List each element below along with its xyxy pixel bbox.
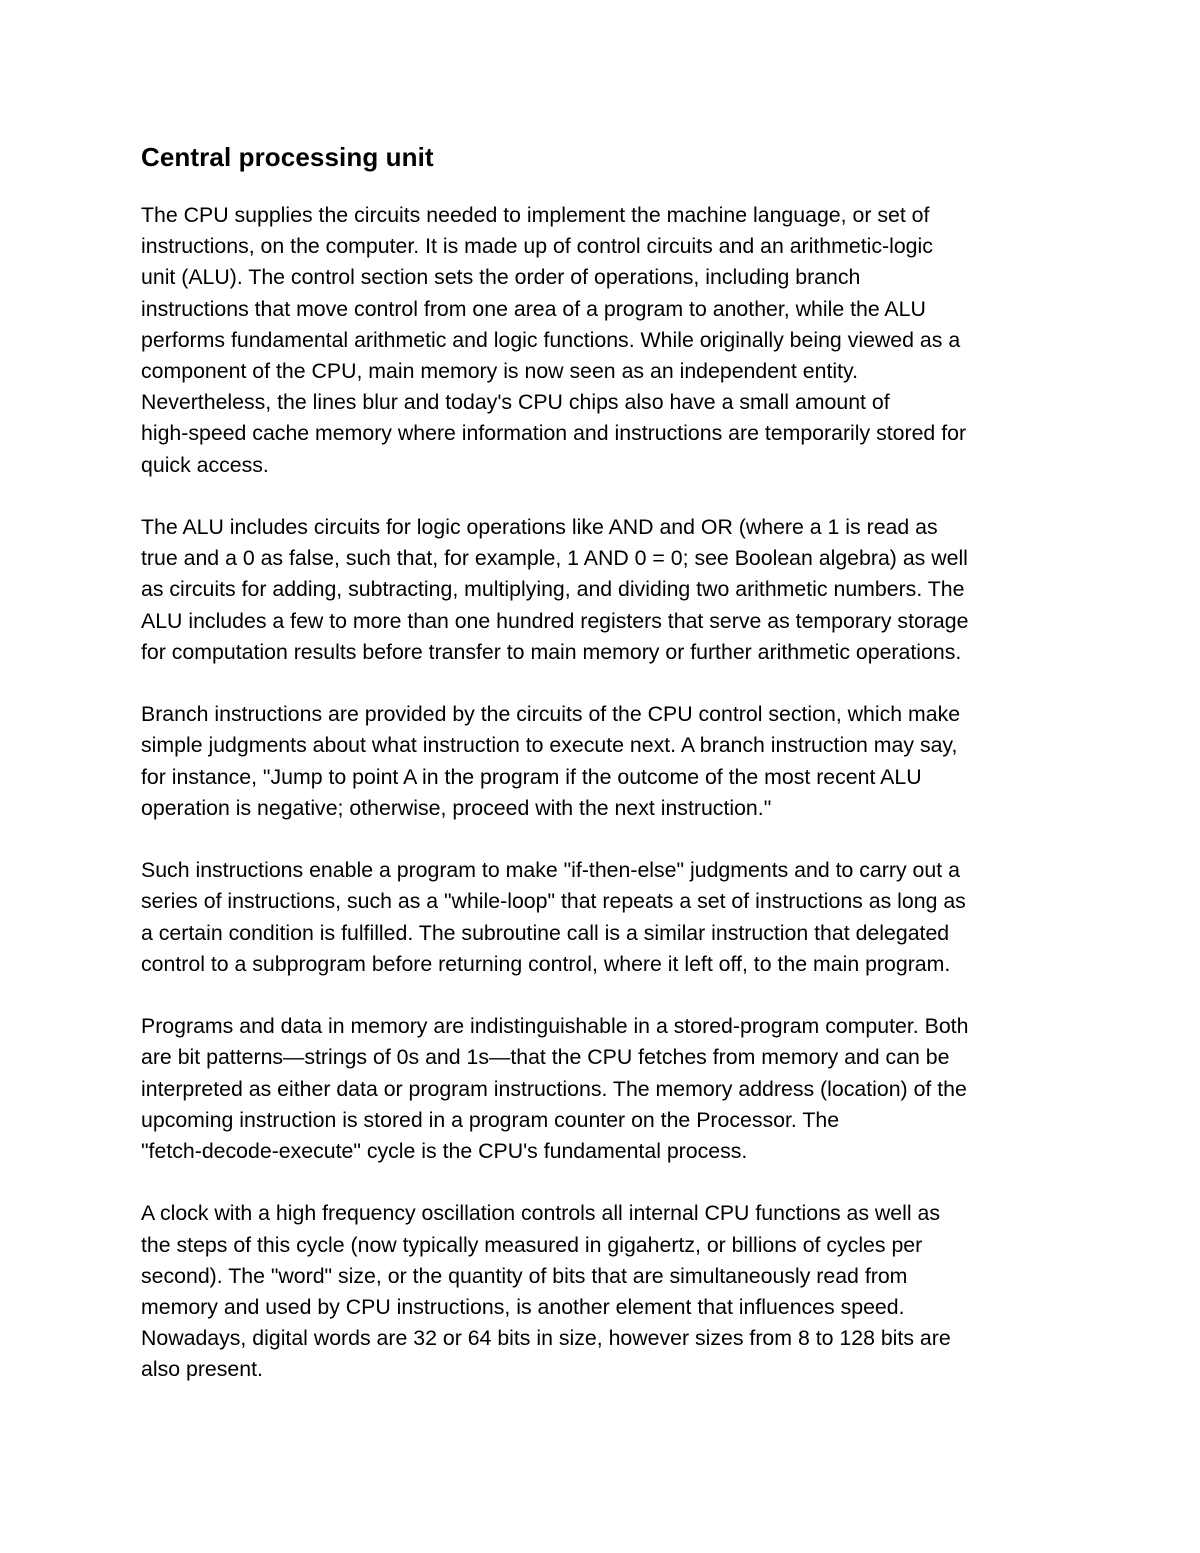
paragraph-line: ALU includes a few to more than one hundred registers that serve as temporary storage xyxy=(141,608,969,633)
paragraph xyxy=(141,855,1066,980)
paragraph-line: upcoming instruction is stored in a program counter on the Processor. The xyxy=(141,1107,840,1132)
document-body xyxy=(141,138,1066,1417)
paragraph-line: are bit patterns—strings of 0s and 1s—that the CPU fetches from memory and can be xyxy=(141,1045,950,1070)
paragraph-line: memory and used by CPU instructions, is another element that influences speed. xyxy=(141,1295,905,1320)
paragraph-line: Nevertheless, the lines blur and today's CPU chips also have a small amount of xyxy=(141,390,890,415)
paragraph-list xyxy=(141,200,1066,1386)
paragraph-line: a certain condition is fulfilled. The subroutine call is a similar instruction that delegated xyxy=(141,920,950,945)
paragraph-line: instructions that move control from one area of a program to another, while the ALU xyxy=(141,296,926,321)
paragraph-line: Programs and data in memory are indistinguishable in a stored-program computer. Both xyxy=(141,1014,969,1039)
document-title: Central processing unit xyxy=(141,142,434,172)
paragraph xyxy=(141,512,1066,668)
paragraph-line: true and a 0 as false, such that, for example, 1 AND 0 = 0; see Boolean algebra) as well xyxy=(141,546,968,571)
paragraph xyxy=(141,1198,1066,1385)
paragraph-line: second). The "word" size, or the quantity of bits that are simultaneously read from xyxy=(141,1263,908,1288)
paragraph xyxy=(141,699,1066,824)
paragraph-line: high-speed cache memory where information and instructions are temporarily stored for xyxy=(141,421,967,446)
paragraph-line: performs fundamental arithmetic and logic functions. While originally being viewed as a xyxy=(141,327,961,352)
paragraph-line: the steps of this cycle (now typically measured in gigahertz, or billions of cycles per xyxy=(141,1232,923,1257)
paragraph-line: operation is negative; otherwise, proceed with the next instruction." xyxy=(141,795,772,820)
paragraph-line: for computation results before transfer to main memory or further arithmetic operations. xyxy=(141,639,962,664)
paragraph-line: also present. xyxy=(141,1357,263,1382)
paragraph-line: A clock with a high frequency oscillation controls all internal CPU functions as well as xyxy=(141,1201,941,1226)
paragraph-line: quick access. xyxy=(141,452,269,477)
paragraph-line: simple judgments about what instruction to execute next. A branch instruction may say, xyxy=(141,733,958,758)
paragraph xyxy=(141,1011,1066,1167)
paragraph-line: component of the CPU, main memory is now seen as an independent entity. xyxy=(141,359,858,384)
paragraph-line: Such instructions enable a program to make "if-then-else" judgments and to carry out a xyxy=(141,858,960,883)
paragraph-line: series of instructions, such as a "while-loop" that repeats a set of instructions as long as xyxy=(141,889,966,914)
paragraph-line: as circuits for adding, subtracting, multiplying, and dividing two arithmetic numbers. The xyxy=(141,577,965,602)
paragraph-line: unit (ALU). The control section sets the order of operations, including branch xyxy=(141,265,861,290)
paragraph-line: Branch instructions are provided by the circuits of the CPU control section, which make xyxy=(141,702,961,727)
paragraph-line: Nowadays, digital words are 32 or 64 bits in size, however sizes from 8 to 128 bits are xyxy=(141,1326,951,1351)
paragraph-line: The CPU supplies the circuits needed to implement the machine language, or set of xyxy=(141,203,930,227)
paragraph-line: for instance, "Jump to point A in the program if the outcome of the most recent ALU xyxy=(141,764,922,789)
paragraph-line: control to a subprogram before returning control, where it left off, to the main program. xyxy=(141,951,951,976)
paragraph-line: interpreted as either data or program instructions. The memory address (location) of the xyxy=(141,1076,967,1101)
paragraph-line: The ALU includes circuits for logic operations like AND and OR (where a 1 is read as xyxy=(141,515,938,540)
paragraph-line: "fetch-decode-execute" cycle is the CPU's fundamental process. xyxy=(141,1139,748,1164)
paragraph-line: instructions, on the computer. It is made up of control circuits and an arithmetic-logic xyxy=(141,234,933,259)
paragraph xyxy=(141,200,1066,481)
